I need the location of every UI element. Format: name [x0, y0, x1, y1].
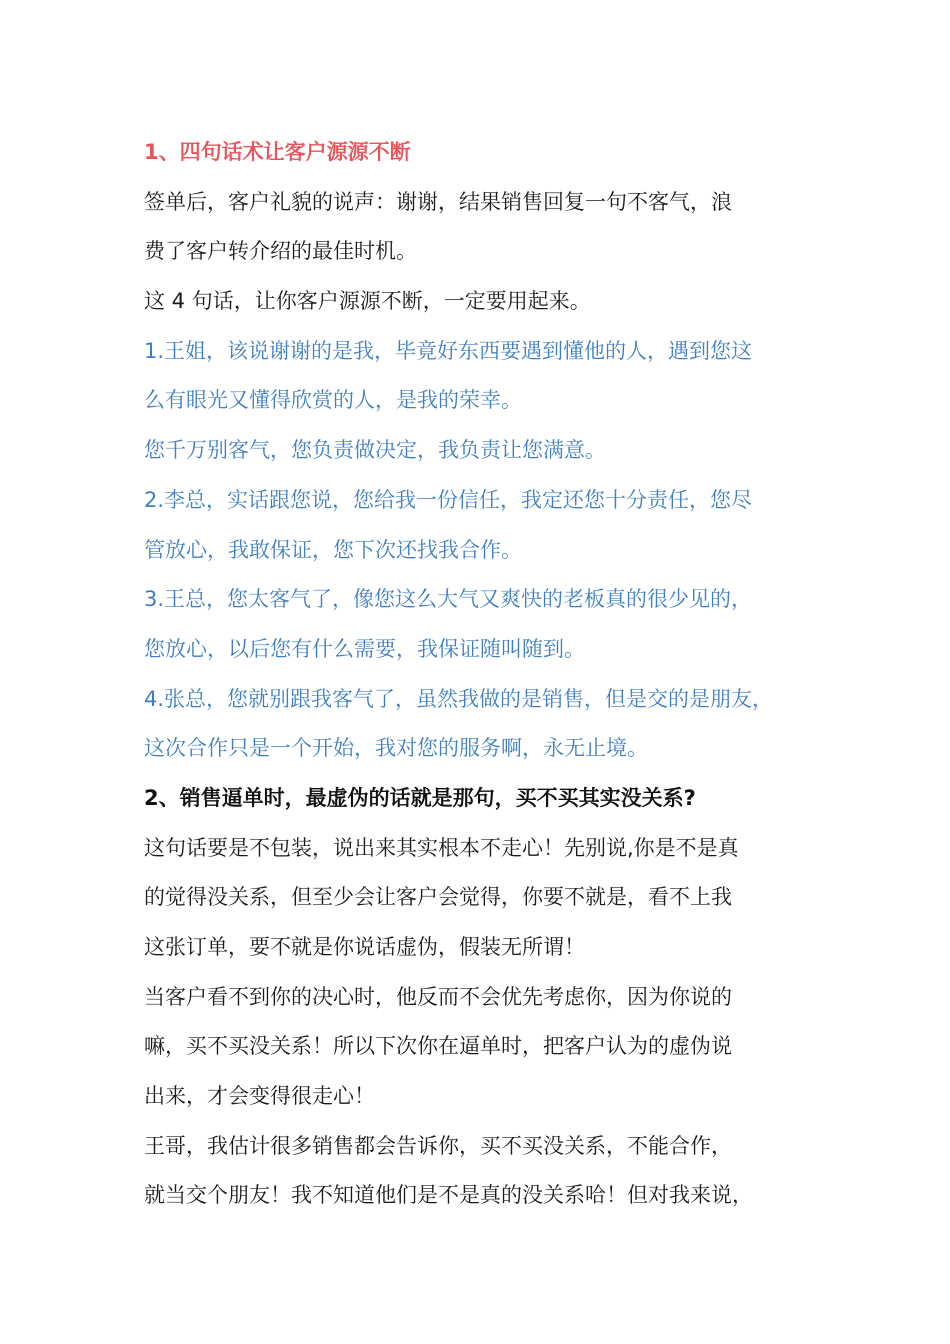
script-line: 么有眼光又懂得欣赏的人，是我的荣幸。 — [144, 388, 522, 413]
section-2-heading: 2、销售逼单时，最虚伪的话就是那句，买不买其实没关系? — [144, 785, 696, 810]
paragraph-line: 的觉得没关系，但至少会让客户会觉得，你要不就是，看不上我 — [144, 885, 732, 910]
script-line: 管放心，我敢保证，您下次还找我合作。 — [144, 537, 522, 562]
paragraph-line: 这句话要是不包装，说出来其实根本不走心！先别说,你是不是真 — [144, 835, 739, 860]
script-line: 4.张总，您就别跟我客气了，虽然我做的是销售，但是交的是朋友， — [144, 686, 774, 711]
paragraph-line: 当客户看不到你的决心时，他反而不会优先考虑你，因为你说的 — [144, 984, 732, 1009]
paragraph-line: 出来，才会变得很走心！ — [144, 1084, 375, 1109]
paragraph-line: 王哥，我估计很多销售都会告诉你，买不买没关系，不能合作， — [144, 1133, 732, 1158]
paragraph-line: 嘛，买不买没关系！所以下次你在逼单时，把客户认为的虚伪说 — [144, 1034, 732, 1059]
paragraph-line: 费了客户转介绍的最佳时机。 — [144, 239, 417, 264]
paragraph-line: 这 4 句话，让你客户源源不断，一定要用起来。 — [144, 289, 591, 314]
script-line: 2.李总，实话跟您说，您给我一份信任，我定还您十分责任，您尽 — [144, 487, 753, 512]
section-1-heading: 1、四句话术让客户源源不断 — [144, 140, 411, 164]
paragraph-line: 就当交个朋友！我不知道他们是不是真的没关系哈！但对我来说， — [144, 1183, 753, 1208]
paragraph-line: 这张订单，要不就是你说话虚伪，假装无所谓！ — [144, 935, 585, 959]
paragraph-line: 签单后，客户礼貌的说声：谢谢，结果销售回复一句不客气，浪 — [144, 189, 732, 214]
script-line: 您千万别客气，您负责做决定，我负责让您满意。 — [144, 438, 606, 463]
script-line: 1.王姐，该说谢谢的是我，毕竟好东西要遇到懂他的人，遇到您这 — [144, 338, 753, 363]
script-line: 这次合作只是一个开始，我对您的服务啊，永无止境。 — [144, 736, 648, 761]
script-line: 您放心，以后您有什么需要，我保证随叫随到。 — [144, 636, 585, 661]
script-line: 3.王总，您太客气了，像您这么大气又爽快的老板真的很少见的， — [144, 587, 753, 612]
